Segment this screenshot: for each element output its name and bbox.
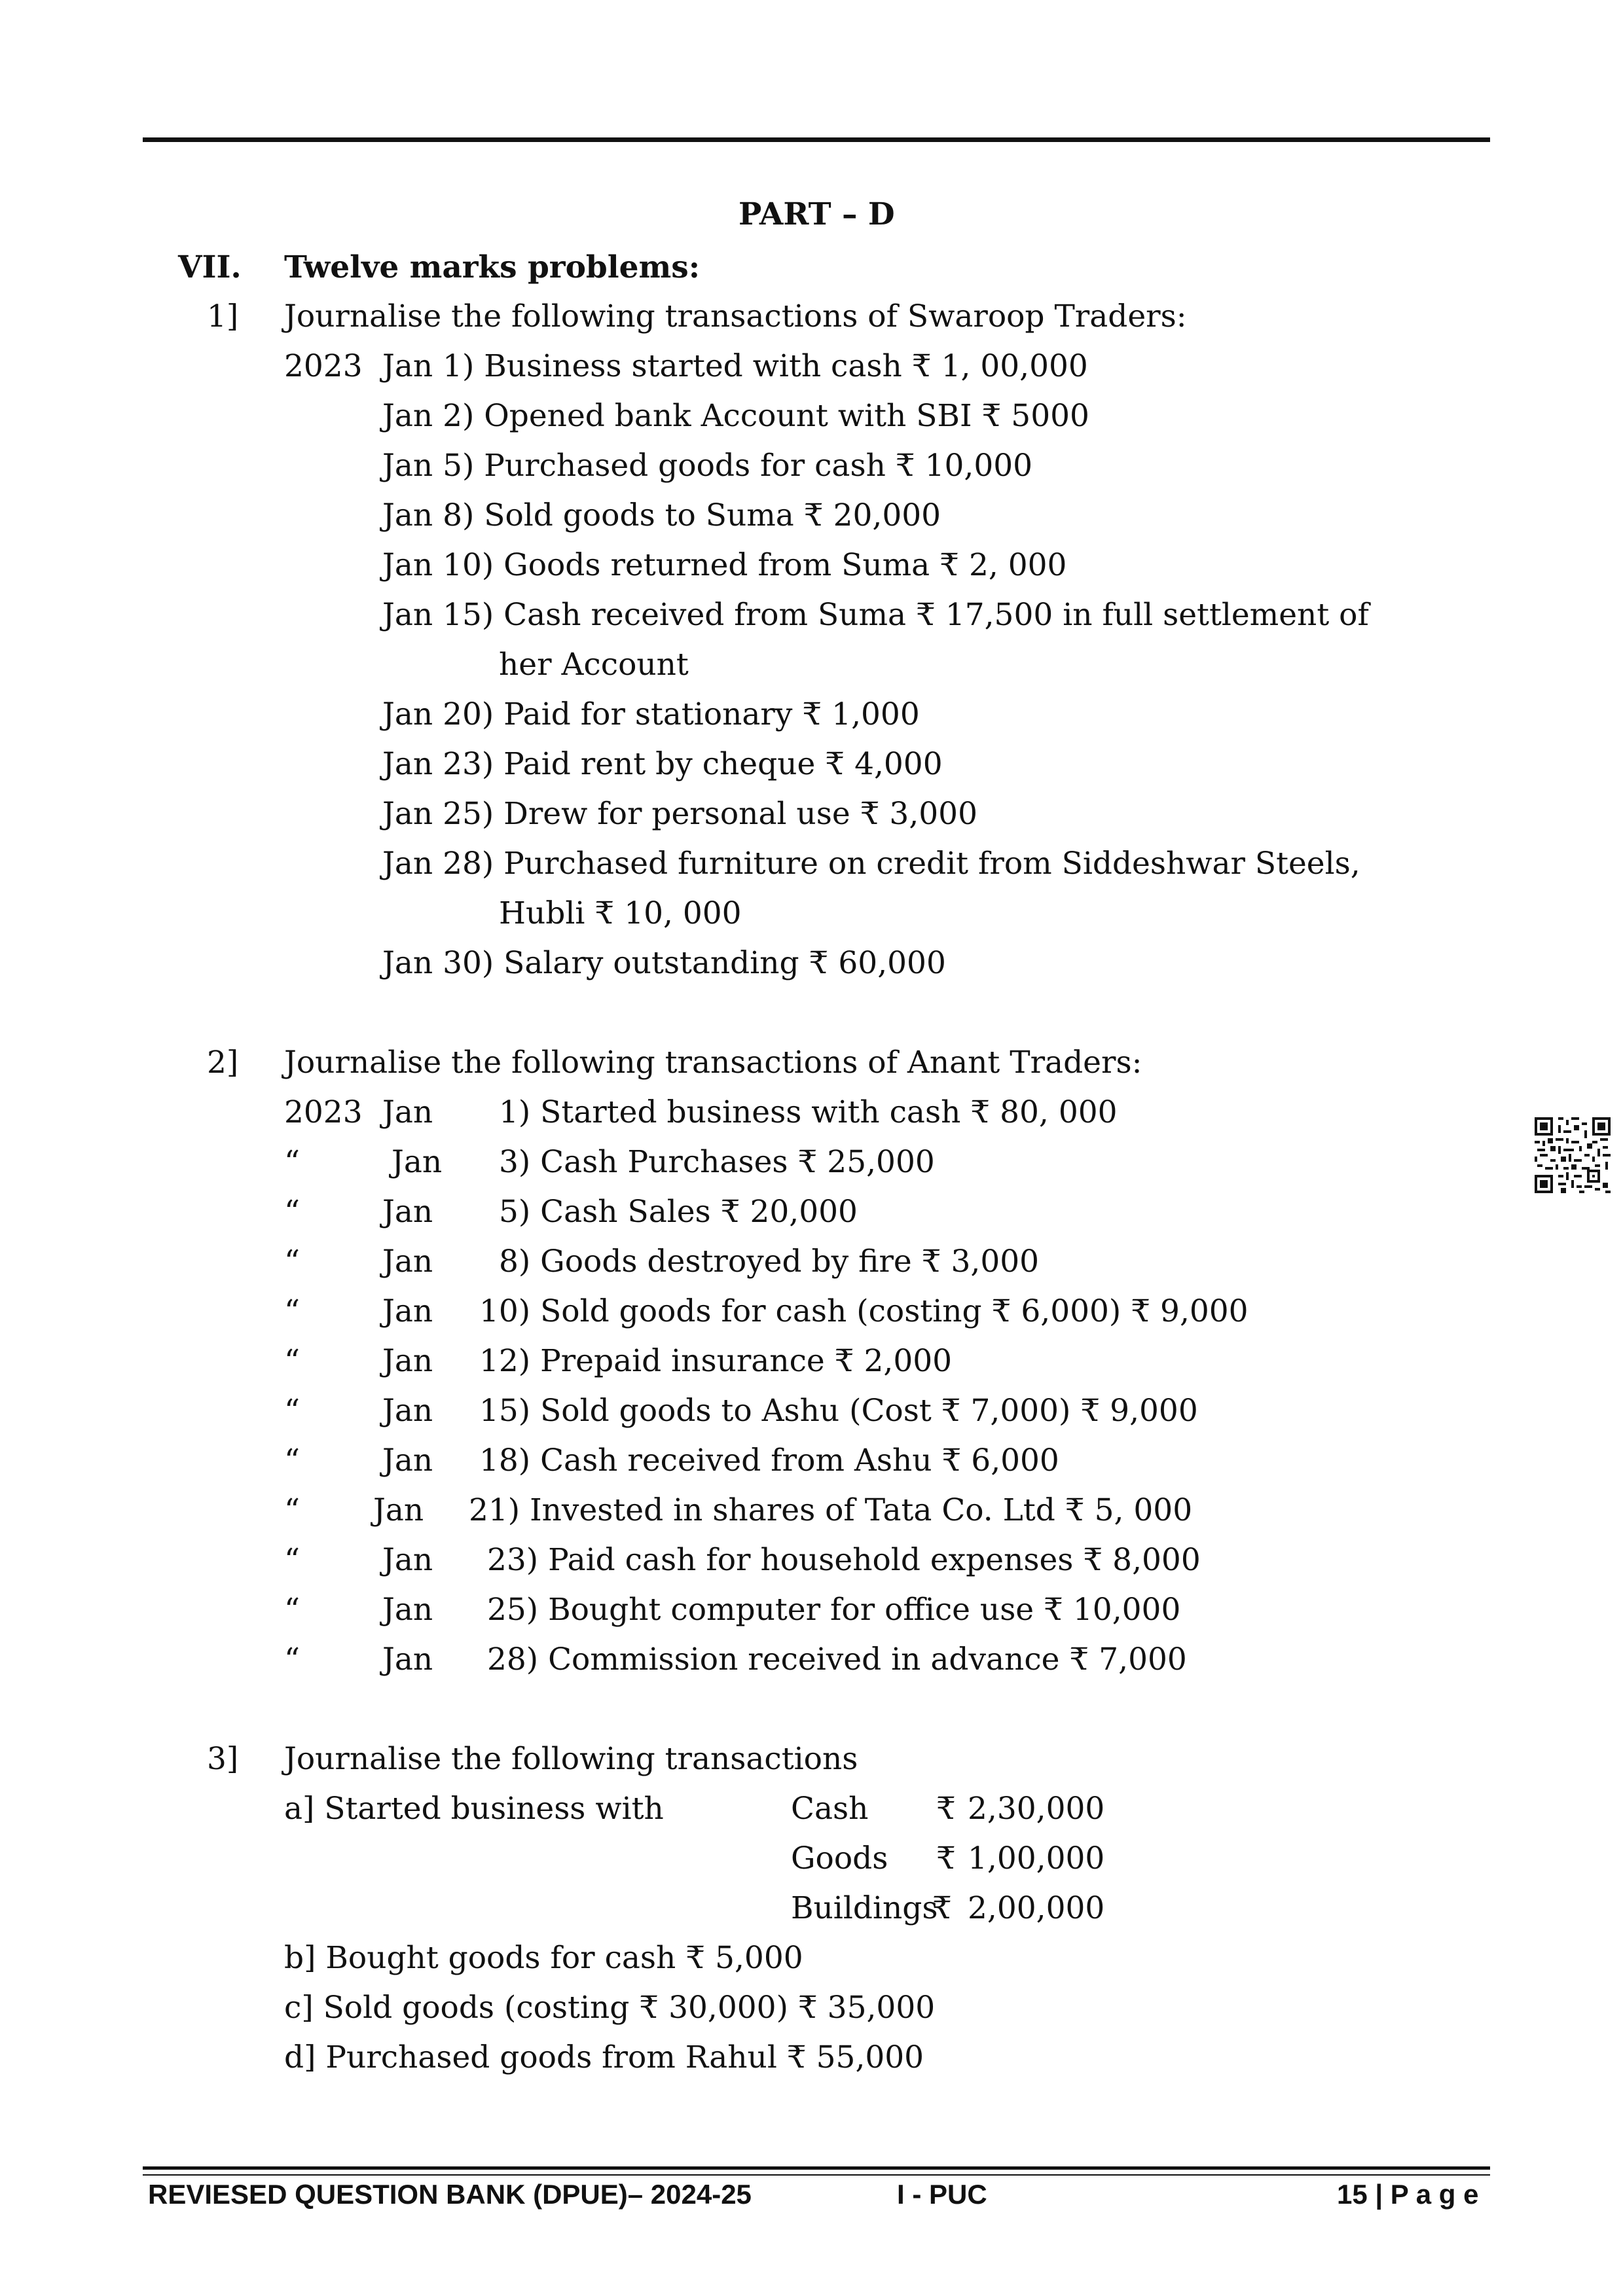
footer-page-number: 15 | P a g e [1337,2179,1479,2210]
ditto-mark: “ [284,1194,301,1230]
transaction-line: 3) Cash Purchases ₹ 25,000 [499,1144,935,1180]
footer-center: I - PUC [897,2179,987,2210]
section-title: Twelve marks problems: [284,249,701,285]
footer-rule [143,2166,1490,2170]
month-label: Jan [382,1194,433,1230]
ditto-mark: “ [284,1343,301,1379]
asset-name: Buildings [791,1890,938,1926]
month-label: Jan [382,1641,433,1677]
transaction-line: Jan 30) Salary outstanding ₹ 60,000 [382,945,946,981]
qr-code-icon [1535,1117,1611,1193]
item-c: c] Sold goods (costing ₹ 30,000) ₹ 35,000 [284,1990,936,2026]
ditto-mark: “ [284,1641,301,1677]
asset-amount: 2,30,000 [968,1791,1105,1827]
month-label: Jan [382,1343,433,1379]
ditto-mark: “ [284,1244,301,1280]
asset-amount: 1,00,000 [968,1840,1105,1876]
transaction-line: 8) Goods destroyed by fire ₹ 3,000 [499,1244,1040,1280]
ditto-mark: “ [284,1144,301,1180]
item-d: d] Purchased goods from Rahul ₹ 55,000 [284,2039,924,2075]
transaction-line: 23) Paid cash for household expenses ₹ 8,000 [487,1542,1201,1578]
footer-left: REVIESED QUESTION BANK (DPUE)– 2024-25 [148,2179,752,2210]
ditto-mark: “ [284,1443,301,1479]
footer-rule-thin [143,2174,1490,2176]
ditto-mark: “ [284,1542,301,1578]
transaction-line: 15) Sold goods to Ashu (Cost ₹ 7,000) ₹ 9,000 [479,1393,1198,1429]
transaction-line: 21) Invested in shares of Tata Co. Ltd ₹ 5, 000 [469,1492,1193,1528]
question-intro: Journalise the following transactions of Anant Traders: [284,1045,1142,1081]
transaction-line: Jan 5) Purchased goods for cash ₹ 10,000 [382,448,1033,484]
transaction-line: 28) Commission received in advance ₹ 7,000 [487,1641,1187,1677]
rupee-symbol: ₹ [936,1791,956,1827]
month-label: Jan [392,1144,443,1180]
month-label: Jan [382,1393,433,1429]
transaction-line-continued: Hubli ₹ 10, 000 [499,895,742,931]
question-intro: Journalise the following transactions [284,1741,858,1777]
transaction-line: Jan 28) Purchased furniture on credit from Siddeshwar Steels, [382,846,1360,882]
transaction-line: 10) Sold goods for cash (costing ₹ 6,000) ₹ 9,000 [479,1293,1249,1329]
transaction-line: Jan 1) Business started with cash ₹ 1, 00,000 [382,348,1088,384]
year-label: 2023 [284,348,363,384]
transaction-line: Jan 2) Opened bank Account with SBI ₹ 5000 [382,398,1089,434]
transaction-line: 1) Started business with cash ₹ 80, 000 [499,1094,1118,1130]
month-label: Jan [382,1542,433,1578]
asset-name: Goods [791,1840,888,1876]
transaction-line: 5) Cash Sales ₹ 20,000 [499,1194,858,1230]
transaction-line-continued: her Account [499,647,689,683]
transaction-line: Jan 20) Paid for stationary ₹ 1,000 [382,696,920,732]
ditto-mark: “ [284,1393,301,1429]
month-label: Jan [373,1492,424,1528]
ditto-mark: “ [284,1592,301,1628]
question-number: 3] [207,1741,239,1777]
rupee-symbol: ₹ [936,1840,956,1876]
ditto-mark: “ [284,1492,301,1528]
year-label: 2023 [284,1094,363,1130]
transaction-line: 18) Cash received from Ashu ₹ 6,000 [479,1443,1059,1479]
month-label: Jan [382,1244,433,1280]
month-label: Jan [382,1592,433,1628]
transaction-line: Jan 8) Sold goods to Suma ₹ 20,000 [382,497,941,533]
month-label: Jan [382,1293,433,1329]
item-a-label: a] Started business with [284,1791,664,1827]
asset-amount: 2,00,000 [968,1890,1105,1926]
question-intro: Journalise the following transactions of Swaroop Traders: [284,298,1187,334]
transaction-line: Jan 10) Goods returned from Suma ₹ 2, 000 [382,547,1067,583]
question-number: 2] [207,1045,239,1081]
top-rule [143,137,1490,142]
asset-name: Cash [791,1791,869,1827]
item-b: b] Bought goods for cash ₹ 5,000 [284,1940,803,1976]
transaction-line: 25) Bought computer for office use ₹ 10,000 [487,1592,1181,1628]
transaction-line: Jan 23) Paid rent by cheque ₹ 4,000 [382,746,943,782]
transaction-line: Jan 15) Cash received from Suma ₹ 17,500 in full settlement of [382,597,1369,633]
part-title: PART – D [739,196,895,232]
ditto-mark: “ [284,1293,301,1329]
rupee-symbol: ₹ [932,1890,952,1926]
question-number: 1] [207,298,239,334]
section-numeral: VII. [178,249,242,285]
transaction-line: 12) Prepaid insurance ₹ 2,000 [479,1343,953,1379]
month-label: Jan [382,1443,433,1479]
month-label: Jan [382,1094,433,1130]
transaction-line: Jan 25) Drew for personal use ₹ 3,000 [382,796,977,832]
